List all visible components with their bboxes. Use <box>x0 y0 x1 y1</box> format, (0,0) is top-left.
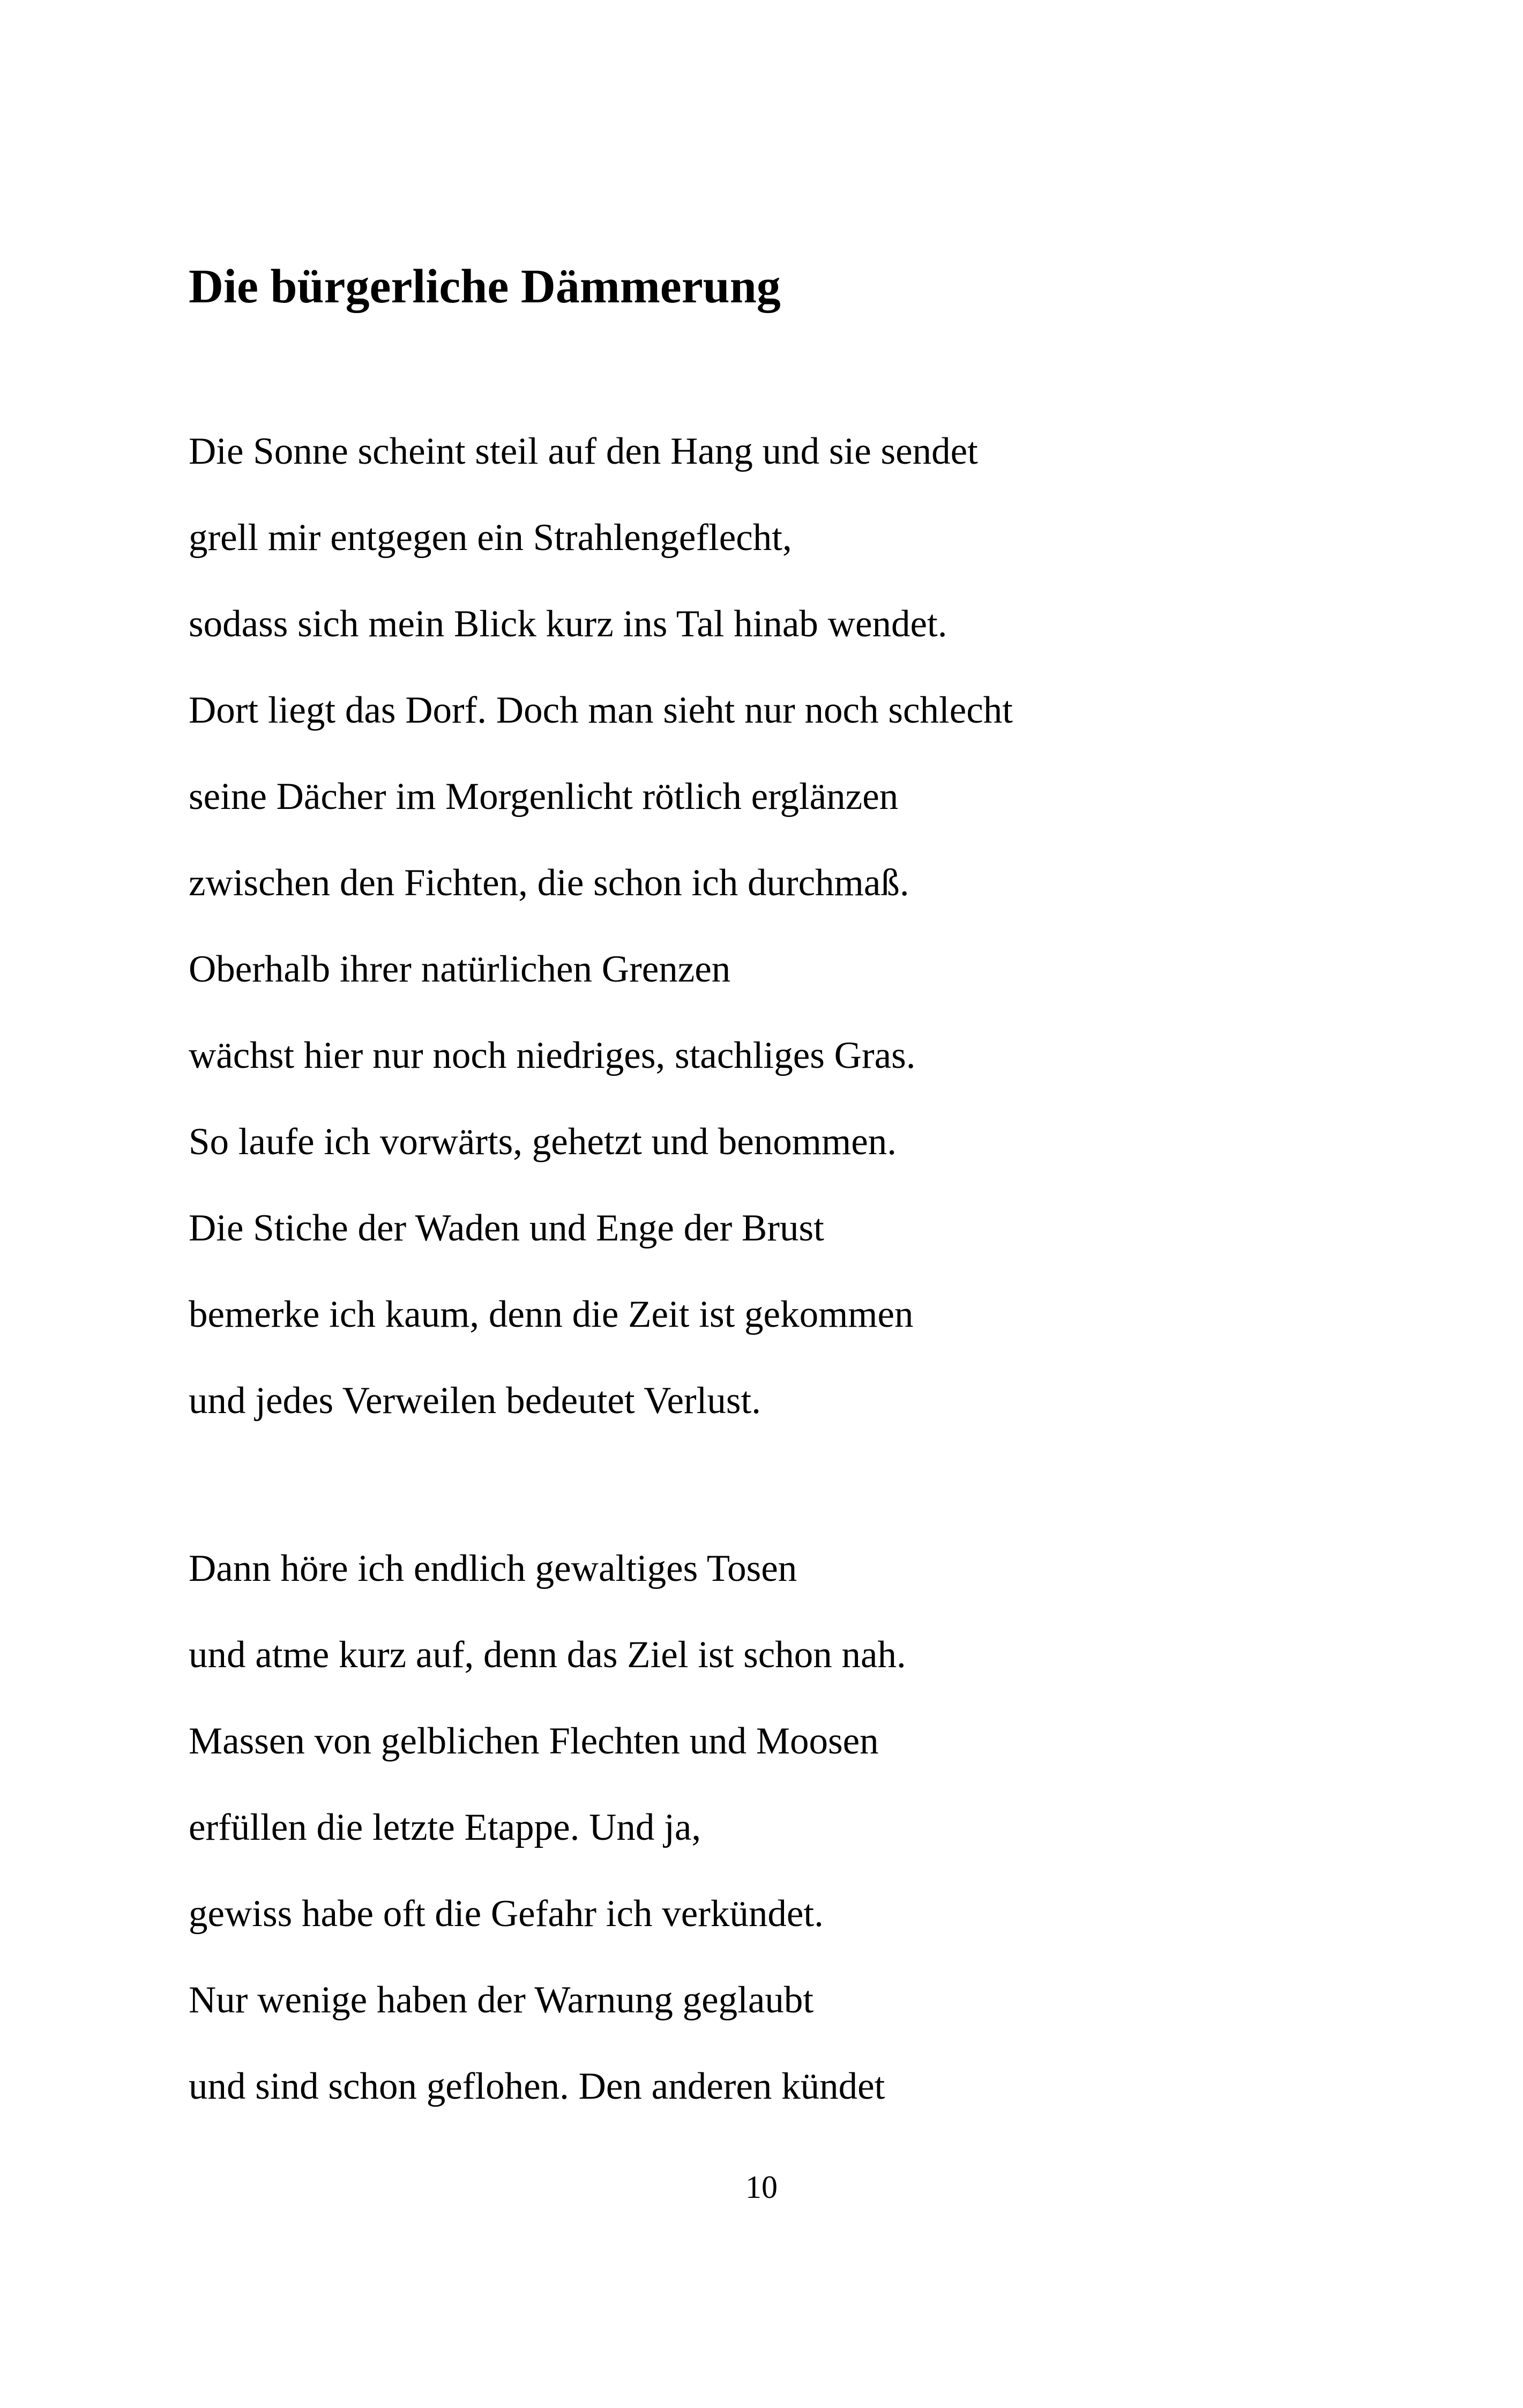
verse-line: sodass sich mein Blick kurz ins Tal hinab wendet. <box>189 603 947 645</box>
verse-line: und atme kurz auf, denn das Ziel ist schon nah. <box>189 1634 906 1676</box>
verse-line: grell mir entgegen ein Strahlengeflecht, <box>189 517 792 559</box>
verse-line: und jedes Verweilen bedeutet Verlust. <box>189 1380 762 1422</box>
stanza-2 <box>189 1542 906 2146</box>
verse-line: Dort liegt das Dorf. Doch man sieht nur noch schlecht <box>189 689 1013 731</box>
verse-line: Massen von gelblichen Flechten und Moosen <box>189 1720 879 1762</box>
verse-line: Die Sonne scheint steil auf den Hang und sie sendet <box>189 430 978 472</box>
verse-line: wächst hier nur noch niedriges, stachliges Gras. <box>189 1035 916 1076</box>
verse-line: bemerke ich kaum, denn die Zeit ist gekommen <box>189 1294 914 1335</box>
page-number: 10 <box>745 2169 778 2205</box>
verse-line: Oberhalb ihrer natürlichen Grenzen <box>189 948 731 990</box>
verse-line: zwischen den Fichten, die schon ich durchmaß. <box>189 862 909 904</box>
verse-line: So laufe ich vorwärts, gehetzt und benommen. <box>189 1121 897 1163</box>
verse-line: und sind schon geflohen. Den anderen kündet <box>189 2065 885 2107</box>
verse-line: seine Dächer im Morgenlicht rötlich erglänzen <box>189 776 899 817</box>
poem-title: Die bürgerliche Dämmerung <box>189 260 781 313</box>
verse-line: erfüllen die letzte Etappe. Und ja, <box>189 1807 701 1848</box>
stanza-1 <box>189 425 1013 1460</box>
verse-line: Dann höre ich endlich gewaltiges Tosen <box>189 1548 797 1589</box>
verse-line: gewiss habe oft die Gefahr ich verkündet. <box>189 1893 824 1935</box>
verse-line: Die Stiche der Waden und Enge der Brust <box>189 1207 824 1249</box>
verse-line: Nur wenige haben der Warnung geglaubt <box>189 1979 814 2021</box>
